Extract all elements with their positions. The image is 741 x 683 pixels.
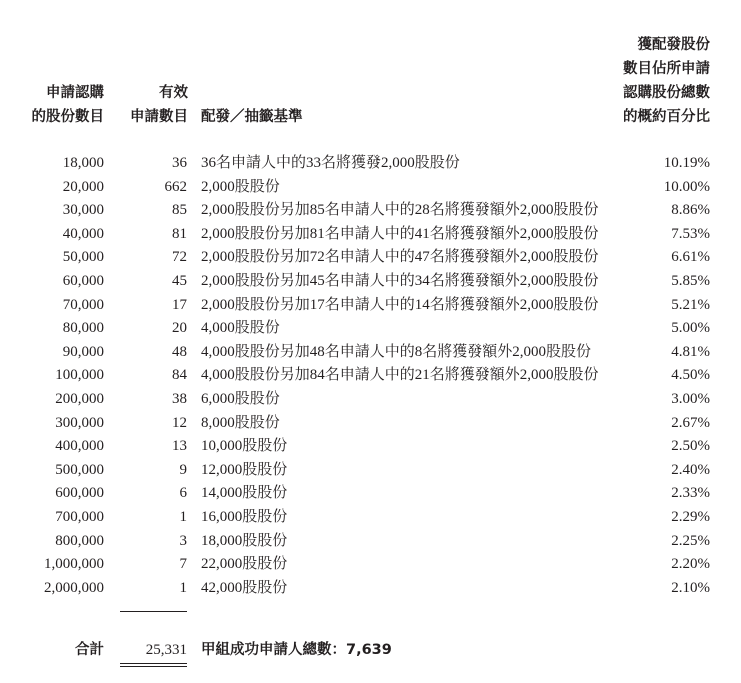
cell-valid-applications: 48: [172, 343, 187, 360]
cell-allotment-basis: 4,000股股份另加48名申請人中的8名將獲發額外2,000股股份: [201, 343, 592, 360]
cell-valid-applications: 45: [172, 272, 187, 289]
cell-percentage: 8.86%: [671, 202, 710, 219]
header-approx-percentage: [580, 33, 710, 129]
cell-allotment-basis: 8,000股股份: [201, 414, 280, 431]
table-row: [0, 506, 741, 530]
cell-percentage: 2.50%: [671, 438, 710, 455]
cell-percentage: 4.81%: [671, 343, 710, 360]
cell-percentage: 2.67%: [671, 414, 710, 431]
cell-percentage: 4.50%: [671, 367, 710, 384]
cell-shares: 50,000: [62, 249, 104, 266]
cell-valid-applications: 6: [179, 485, 187, 502]
cell-allotment-basis: 36名申請人中的33名將獲發2,000股股份: [201, 155, 460, 171]
subtotal-rule: [120, 611, 187, 612]
cell-allotment-basis: 2,000股股份另加81名申請人中的41名將獲發額外2,000股股份: [201, 225, 599, 242]
cell-valid-applications: 7: [179, 556, 187, 573]
cell-percentage: 6.61%: [671, 249, 710, 266]
cell-percentage: 2.10%: [671, 579, 710, 596]
cell-shares: 800,000: [55, 532, 104, 549]
cell-shares: 18,000: [62, 155, 104, 171]
table-row: [0, 530, 741, 554]
header-shares-applied: [26, 81, 104, 129]
cell-percentage: 3.00%: [671, 390, 710, 407]
cell-shares: 700,000: [55, 508, 104, 525]
table-row: [0, 176, 741, 200]
table-row: [0, 223, 741, 247]
cell-allotment-basis: 2,000股股份另加72名申請人中的47名將獲發額外2,000股股份: [201, 249, 599, 266]
cell-valid-applications: 84: [172, 367, 187, 384]
total-value: 25,331: [145, 642, 187, 658]
cell-shares: 30,000: [62, 202, 104, 219]
cell-allotment-basis: 6,000股股份: [201, 390, 280, 407]
cell-shares: 100,000: [55, 367, 104, 384]
cell-shares: 500,000: [55, 461, 104, 478]
header-line: 獲配發股份: [637, 37, 710, 53]
table-row: [0, 152, 741, 176]
cell-percentage: 5.85%: [671, 272, 710, 289]
table-row: [0, 270, 741, 294]
cell-shares: 90,000: [62, 343, 104, 360]
cell-valid-applications: 662: [164, 178, 187, 195]
cell-allotment-basis: 18,000股股份: [201, 532, 288, 549]
cell-valid-applications: 17: [172, 296, 187, 313]
table-row: [0, 553, 741, 577]
table-row: [0, 577, 741, 601]
cell-percentage: 10.00%: [663, 178, 710, 195]
cell-valid-applications: 13: [172, 438, 187, 455]
cell-valid-applications: 72: [172, 249, 187, 266]
cell-percentage: 5.21%: [671, 296, 710, 313]
cell-allotment-basis: 42,000股股份: [201, 579, 288, 596]
cell-valid-applications: 1: [179, 579, 187, 596]
cell-percentage: 2.33%: [671, 485, 710, 502]
cell-shares: 600,000: [55, 485, 104, 502]
header-line: 申請認購: [46, 85, 104, 101]
cell-allotment-basis: 2,000股股份另加45名申請人中的34名將獲發額外2,000股股份: [201, 272, 599, 289]
header-line: 的股份數目: [31, 109, 104, 125]
cell-allotment-basis: 4,000股股份另加84名申請人中的21名將獲發額外2,000股股份: [201, 367, 599, 384]
table-row: [0, 199, 741, 223]
table-row: [0, 459, 741, 483]
double-rule-bottom: [120, 666, 187, 667]
cell-percentage: 2.20%: [671, 556, 710, 573]
header-line: 的概約百分比: [623, 109, 710, 125]
table-row: [0, 435, 741, 459]
cell-allotment-basis: 14,000股股份: [201, 485, 288, 502]
cell-allotment-basis: 4,000股股份: [201, 320, 280, 337]
cell-shares: 400,000: [55, 438, 104, 455]
cell-shares: 300,000: [55, 414, 104, 431]
cell-percentage: 2.25%: [671, 532, 710, 549]
cell-shares: 200,000: [55, 390, 104, 407]
cell-valid-applications: 12: [172, 414, 187, 431]
cell-allotment-basis: 16,000股股份: [201, 508, 288, 525]
cell-valid-applications: 20: [172, 320, 187, 337]
header-allotment-basis: [201, 105, 303, 129]
header-line: 申請數目: [130, 109, 188, 125]
cell-shares: 70,000: [62, 296, 104, 313]
table-row: [0, 317, 741, 341]
table-row: [0, 388, 741, 412]
cell-percentage: 5.00%: [671, 320, 710, 337]
cell-shares: 2,000,000: [44, 579, 104, 596]
table-row: [0, 412, 741, 436]
cell-percentage: 10.19%: [663, 155, 710, 171]
cell-valid-applications: 1: [179, 508, 187, 525]
table-row: [0, 341, 741, 365]
table-row: [0, 294, 741, 318]
header-line: 配發／抽籤基準: [201, 109, 303, 125]
cell-allotment-basis: 2,000股股份: [201, 178, 280, 195]
cell-allotment-basis: 22,000股股份: [201, 556, 288, 573]
total-label: 合計: [75, 642, 104, 658]
allotment-table-body: [0, 152, 741, 600]
cell-allotment-basis: 2,000股股份另加17名申請人中的14名將獲發額外2,000股股份: [201, 296, 599, 313]
cell-valid-applications: 85: [172, 202, 187, 219]
table-row: [0, 246, 741, 270]
cell-percentage: 2.40%: [671, 461, 710, 478]
header-line: 認購股份總數: [623, 85, 710, 101]
cell-valid-applications: 9: [179, 461, 187, 478]
double-rule-top: [120, 663, 187, 664]
cell-allotment-basis: 2,000股股份另加85名申請人中的28名將獲發額外2,000股股份: [201, 202, 599, 219]
cell-valid-applications: 38: [172, 390, 187, 407]
cell-valid-applications: 81: [172, 225, 187, 242]
header-line: 有效: [159, 85, 188, 101]
cell-allotment-basis: 10,000股股份: [201, 438, 288, 455]
cell-shares: 60,000: [62, 272, 104, 289]
table-row: [0, 364, 741, 388]
cell-valid-applications: 36: [172, 155, 187, 171]
cell-shares: 1,000,000: [44, 556, 104, 573]
cell-valid-applications: 3: [179, 532, 187, 549]
cell-shares: 40,000: [62, 225, 104, 242]
header-valid-applications: [120, 81, 188, 129]
total-successful-applicants: 甲組成功申請人總數：7,639: [201, 642, 392, 658]
header-line: 數目佔所申請: [623, 61, 710, 77]
cell-shares: 20,000: [62, 178, 104, 195]
cell-allotment-basis: 12,000股股份: [201, 461, 288, 478]
cell-shares: 80,000: [62, 320, 104, 337]
cell-percentage: 7.53%: [671, 225, 710, 242]
cell-percentage: 2.29%: [671, 508, 710, 525]
table-row: [0, 482, 741, 506]
